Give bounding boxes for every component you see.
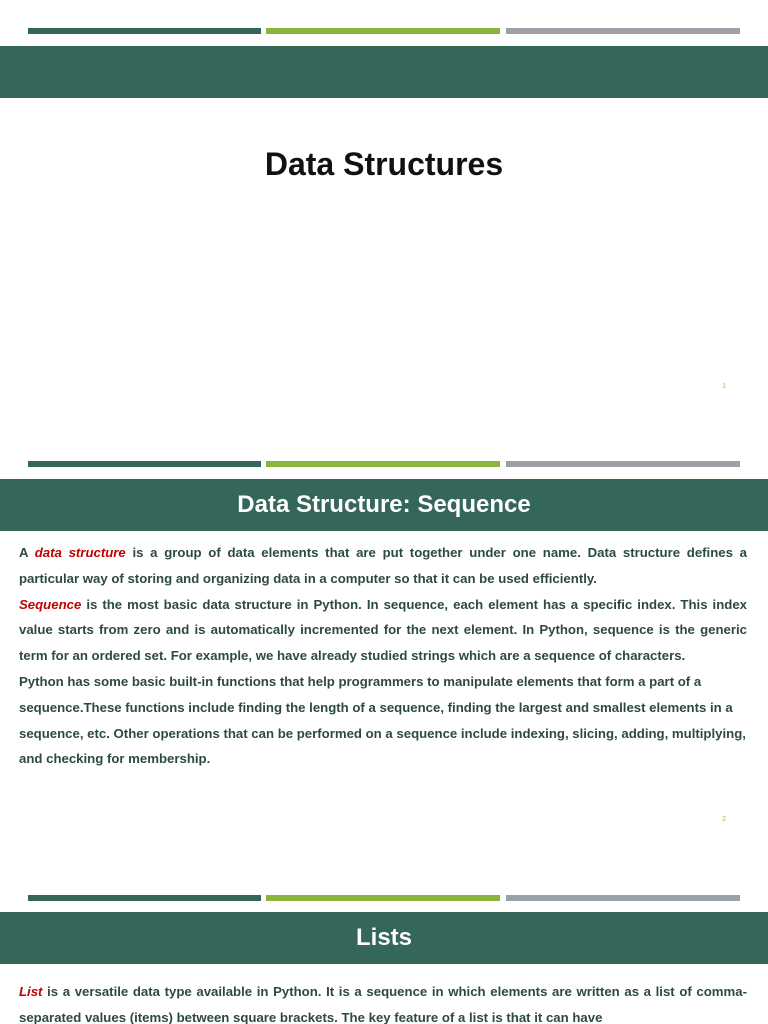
accent-bar-gray <box>506 461 740 467</box>
slide-body <box>19 540 747 772</box>
term-sequence: Sequence <box>19 596 82 612</box>
paragraph-text: is the most basic data structure in Python. In sequence, each element has a specific index. This index value starts from zero and is automatically incremented for the next element. In Python, sequence is the generic term for an ordered set. For example, we have already studied strings which are a sequence of characters. <box>19 596 747 664</box>
accent-bar-gray <box>506 895 740 901</box>
slide-sequence <box>0 448 768 882</box>
paragraph-definition <box>19 540 747 592</box>
paragraph-text: is a versatile data type available in Python. It is a sequence in which elements are written as a list of comma-separated values (items) between square brackets. The key feature of a list is that it can have <box>19 984 747 1024</box>
page-number: 2 <box>722 816 726 823</box>
paragraph-sequence <box>19 592 747 669</box>
paragraph-lead: A <box>19 545 35 560</box>
accent-bar-dark-green <box>28 28 261 34</box>
header-band <box>0 479 768 531</box>
slide-title <box>0 0 768 448</box>
accent-bar-light-green <box>266 895 500 901</box>
accent-bar-dark-green <box>28 461 261 467</box>
accent-bar-light-green <box>266 28 500 34</box>
accent-bar-dark-green <box>28 895 261 901</box>
header-band <box>0 46 768 98</box>
accent-bar-light-green <box>266 461 500 467</box>
paragraph-text: Python has some basic built-in functions that help programmers to manipulate elements that form a part of a sequence.These functions include finding the length of a sequence, finding the largest and smallest elements in a sequence, etc. Other operations that can be performed on a sequence include indexing, slicing, adding, multiplying, and checking for membership. <box>19 673 746 767</box>
header-band <box>0 912 768 964</box>
paragraph-text: is a group of data elements that are put together under one name. Data structure defines a particular way of storing and organizing data in a computer so that it can be used efficiently. <box>19 545 747 586</box>
paragraph-builtins <box>19 669 747 772</box>
term-data-structure: data structure <box>34 545 126 560</box>
accent-bar-gray <box>506 28 740 34</box>
slide-lists <box>0 882 768 1024</box>
slide-body <box>19 979 747 1024</box>
slide-heading: Lists <box>355 924 412 951</box>
term-list: List <box>19 984 43 999</box>
page-number: 1 <box>722 383 726 390</box>
slide-title-text: Data Structures <box>264 146 504 182</box>
slide-heading: Data Structure: Sequence <box>237 491 531 518</box>
paragraph-list <box>19 979 747 1024</box>
